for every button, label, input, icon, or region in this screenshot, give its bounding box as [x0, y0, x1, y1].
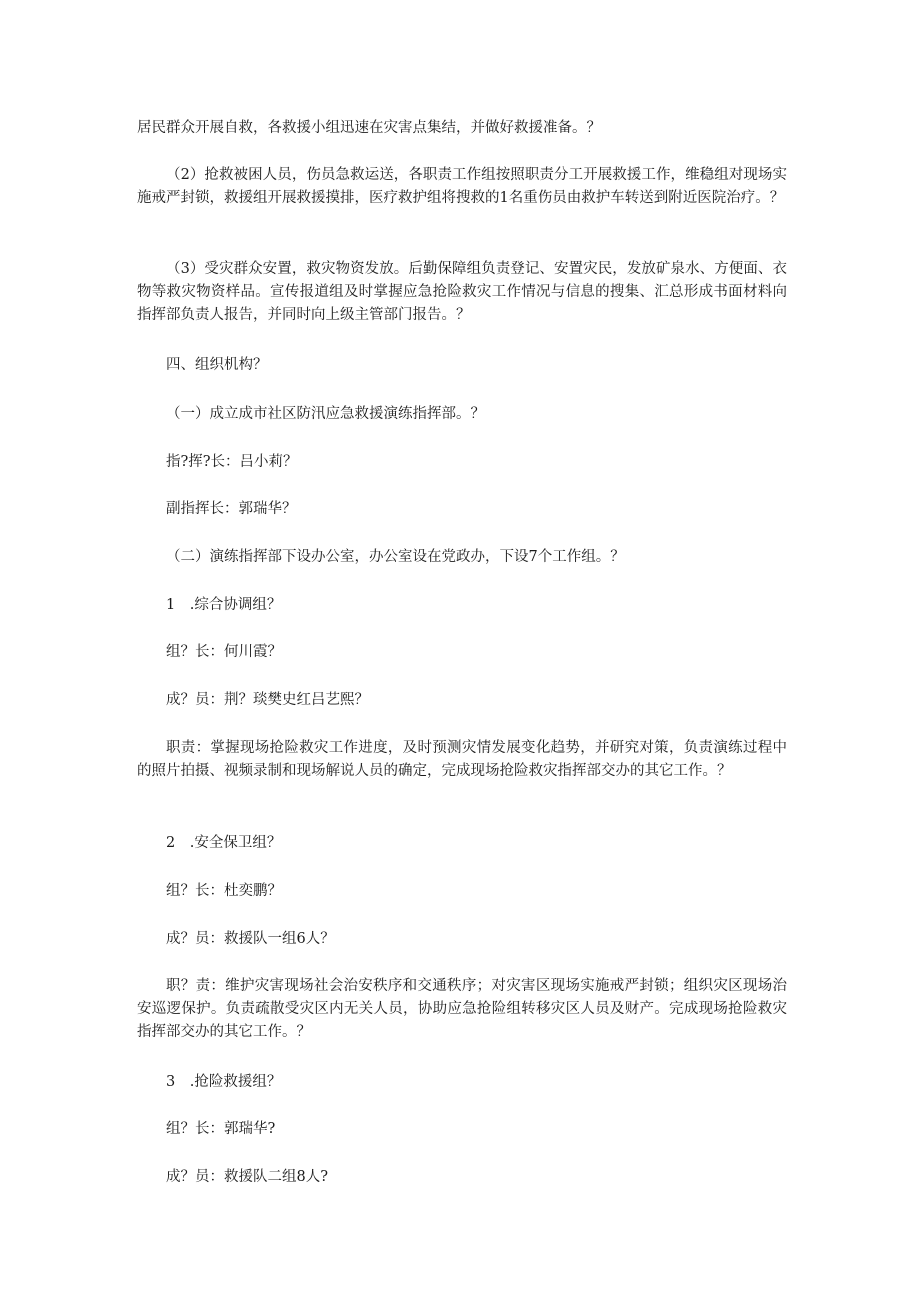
- group-heading-rescue: 3 .抢险救援组？: [166, 1074, 282, 1090]
- group-heading-security: 2 .安全保卫组？: [166, 835, 282, 851]
- group-members-coordination: 成？员：荆？琰樊史红吕艺熙？: [166, 692, 369, 708]
- group-leader-rescue: 组？长：郭瑞华?: [166, 1121, 276, 1137]
- paragraph-rescue-trapped: （2）抢救被困人员，伤员急救运送，各职责工作组按照职责分工开展救援工作，维稳组对现场实施戒严封锁，救援组开展救援摸排，医疗救护组将搜救的1名重伤员由救护车转送到附近医院治疗。？: [137, 167, 787, 206]
- group-members-security: 成？员：救援队一组6人？: [166, 931, 335, 947]
- group-heading-coordination: 1 .综合协调组？: [166, 597, 282, 613]
- section-heading-organization: 四、组织机构？: [166, 357, 268, 373]
- group-duties-coordination: 职责：掌握现场抢险救灾工作进度，及时预测灾情发展变化趋势，并研究对策，负责演练过程中的照片拍摄、视频录制和现场解说人员的确定，完成现场抢险救灾指挥部交办的其它工作。？: [137, 740, 787, 779]
- commander-line: 指?挥?长：吕小莉？: [166, 454, 298, 470]
- group-duties-security: 职？责：维护灾害现场社会治安秩序和交通秩序；对灾害区现场实施戒严封锁；组织灾区现场治安巡逻保护。负责疏散受灾区内无关人员，协助应急抢险组转移灾区人员及财产。完成现场抢险救灾指挥部交办的其它工作。？: [137, 978, 787, 1040]
- subsection-headquarters: （一）成立成市社区防汛应急救援演练指挥部。？: [166, 406, 485, 422]
- group-members-rescue: 成？员：救援队二组8人?: [166, 1169, 328, 1185]
- group-leader-security: 组？长：杜奕鹏？: [166, 883, 282, 899]
- paragraph-intro-continuation: 居民群众开展自救，各救援小组迅速在灾害点集结，并做好救援准备。？: [137, 120, 601, 136]
- paragraph-resettlement: （3）受灾群众安置，救灾物资发放。后勤保障组负责登记、安置灾民，发放矿泉水、方便面、衣物等救灾物资样品。宣传报道组及时掌握应急抢险救灾工作情况与信息的搜集、汇总形成书面材料向指挥部负责人报告，并同时向上级主管部门报告。？: [137, 261, 787, 323]
- subsection-office: （二）演练指挥部下设办公室，办公室设在党政办，下设7个工作组。？: [166, 549, 625, 565]
- group-leader-coordination: 组？长：何川霞？: [166, 644, 282, 660]
- deputy-commander-line: 副指挥长：郭瑞华？: [166, 501, 297, 517]
